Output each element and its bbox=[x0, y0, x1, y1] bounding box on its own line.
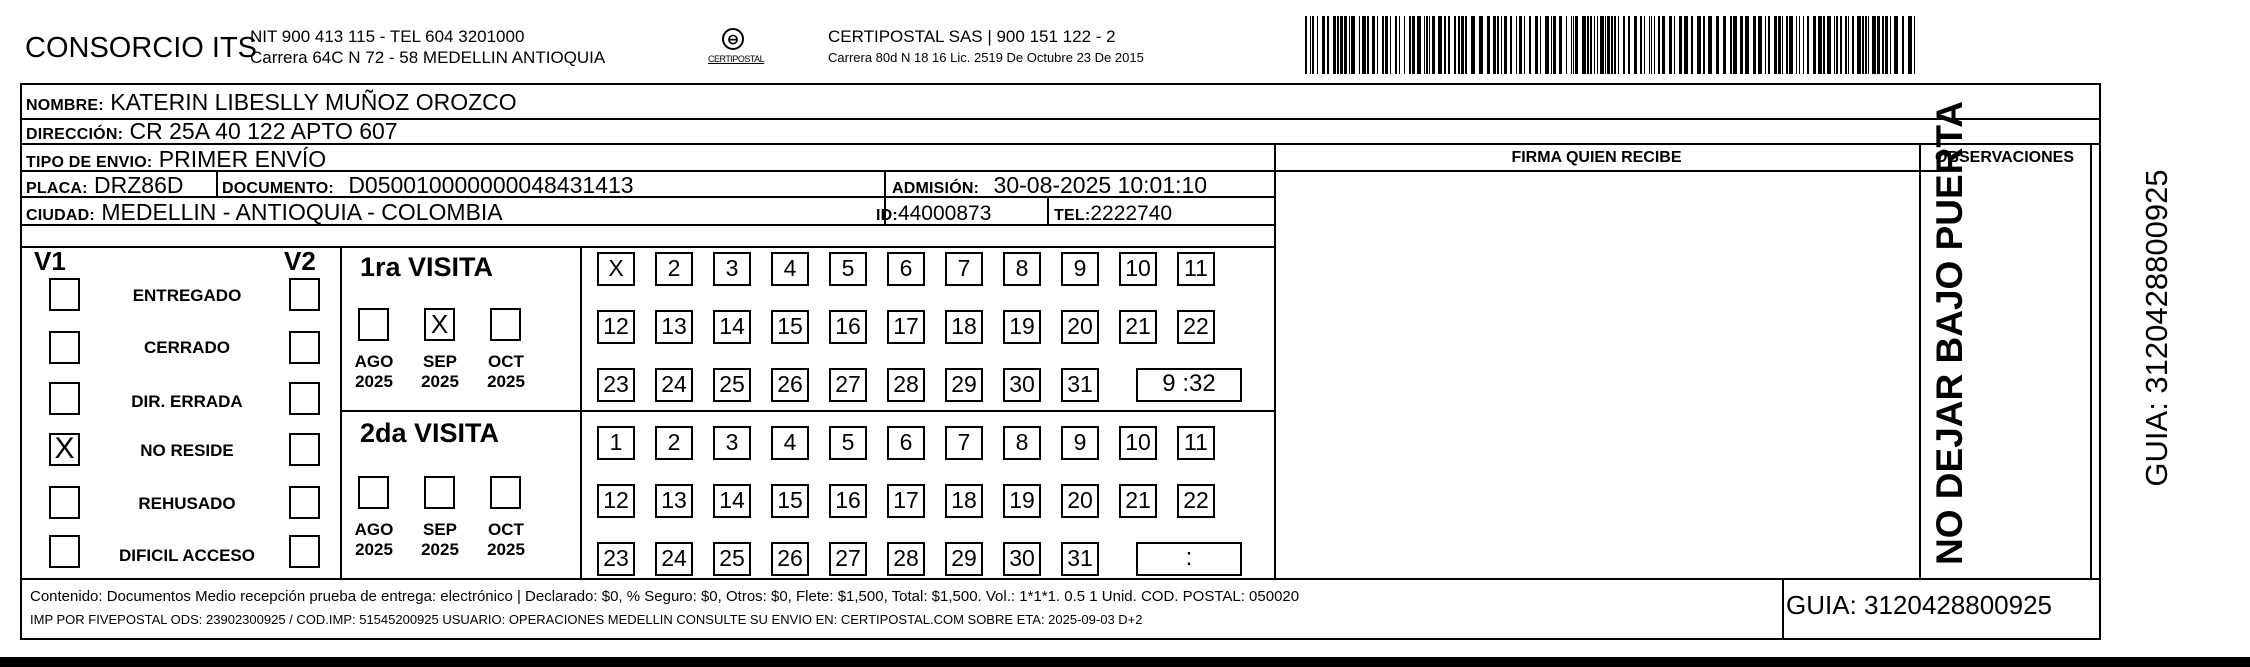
visit2-day-box[interactable]: 31 bbox=[1061, 542, 1099, 576]
certipostal-logo bbox=[708, 28, 765, 72]
visit1-day-box[interactable]: 26 bbox=[771, 368, 809, 402]
visit1-day-box[interactable]: 3 bbox=[713, 252, 751, 286]
barcode-bar bbox=[1827, 16, 1831, 74]
visit1-oct-label bbox=[478, 352, 534, 392]
visit1-day-box[interactable]: 30 bbox=[1003, 368, 1041, 402]
no-reside-v1-checkbox[interactable]: X bbox=[49, 433, 80, 466]
observaciones-header: OBSERVACIONES bbox=[1935, 149, 2074, 166]
barcode-bar bbox=[1703, 16, 1705, 74]
barcode-bar bbox=[1877, 16, 1880, 74]
barcode-bar bbox=[1587, 16, 1589, 74]
visit1-day-box[interactable]: X bbox=[597, 252, 635, 286]
barcode-bar bbox=[1658, 16, 1660, 74]
divider bbox=[340, 410, 1274, 412]
barcode-bar bbox=[1890, 16, 1891, 74]
barcode-bar bbox=[1758, 16, 1762, 74]
barcode-bar bbox=[1317, 16, 1318, 74]
barcode-bar bbox=[1799, 16, 1800, 74]
divider bbox=[340, 246, 342, 578]
barcode-bar bbox=[1504, 16, 1507, 74]
barcode-bar bbox=[1852, 16, 1854, 74]
visit2-day-box[interactable]: 27 bbox=[829, 542, 867, 576]
documento-value: D050010000000048431413 bbox=[348, 172, 634, 198]
dir-errada-v2-checkbox[interactable] bbox=[289, 382, 320, 415]
barcode-bar bbox=[1590, 16, 1592, 74]
barcode-bar bbox=[1818, 16, 1822, 74]
barcode-bar bbox=[1351, 16, 1355, 74]
barcode-bar bbox=[1708, 16, 1712, 74]
visit2-ago-box[interactable] bbox=[358, 476, 389, 509]
visit2-day-box[interactable]: 23 bbox=[597, 542, 635, 576]
month-name: AGO bbox=[354, 352, 394, 371]
divider bbox=[20, 246, 1274, 248]
barcode-bar bbox=[1372, 16, 1375, 74]
plate bbox=[26, 172, 184, 202]
month-name: OCT bbox=[488, 352, 524, 371]
id-label: ID: bbox=[876, 207, 898, 224]
barcode-bar bbox=[1575, 16, 1578, 74]
visit1-day-box[interactable]: 18 bbox=[945, 310, 983, 344]
visit1-time-box[interactable]: 9 :32 bbox=[1136, 368, 1242, 402]
barcode-bar bbox=[1597, 16, 1598, 74]
barcode-bar bbox=[1611, 16, 1613, 74]
company-address-line: Carrera 64C N 72 - 58 MEDELLIN ANTIOQUIA bbox=[250, 48, 606, 67]
barcode-bar bbox=[1409, 16, 1411, 74]
recipient-name bbox=[26, 89, 517, 119]
no-reside-v2-checkbox[interactable] bbox=[289, 433, 320, 466]
visit1-day-box[interactable]: 15 bbox=[771, 310, 809, 344]
barcode-bar bbox=[1395, 16, 1397, 74]
barcode-bar bbox=[1628, 16, 1630, 74]
barcode-bar bbox=[1417, 16, 1421, 74]
barcode bbox=[1305, 16, 1919, 74]
barcode-bar bbox=[1605, 16, 1606, 74]
barcode-bar bbox=[1789, 16, 1793, 74]
barcode-bar bbox=[1908, 16, 1912, 74]
placa-value: DRZ86D bbox=[94, 172, 184, 198]
rehusado-v2-checkbox[interactable] bbox=[289, 486, 320, 519]
barcode-bar bbox=[1573, 16, 1574, 74]
footer-guia-number: GUIA: 3120428800925 bbox=[1786, 590, 2052, 620]
barcode-bar bbox=[1432, 16, 1435, 74]
barcode-bar bbox=[1535, 16, 1538, 74]
visit2-day-box[interactable]: 25 bbox=[713, 542, 751, 576]
visit1-day-box[interactable]: 6 bbox=[887, 252, 925, 286]
visit2-day-box[interactable]: 1 bbox=[597, 426, 635, 460]
visit2-day-box[interactable]: 11 bbox=[1177, 426, 1215, 460]
visit2-day-box[interactable]: 8 bbox=[1003, 426, 1041, 460]
visit1-day-box[interactable]: 31 bbox=[1061, 368, 1099, 402]
barcode-bar bbox=[1367, 16, 1369, 74]
barcode-bar bbox=[1697, 16, 1701, 74]
barcode-bar bbox=[1438, 16, 1442, 74]
barcode-bar bbox=[1337, 16, 1339, 74]
visit2-day-box[interactable]: 20 bbox=[1061, 484, 1099, 518]
footer-contents-line: Contenido: Documentos Medio recepción prueba de entrega: electrónico | Declarado: $0, % Seguro: $0, Otros: $0, Flete: $1,500, Total: $1,500. Vol.: 1*1*1. 0.5 1 Unid. COD. POSTAL: 050020 bbox=[30, 588, 1300, 605]
placa-label: PLACA: bbox=[26, 180, 88, 197]
barcode-bar bbox=[1465, 16, 1467, 74]
barcode-bar bbox=[1516, 16, 1517, 74]
barcode-bar bbox=[1340, 16, 1343, 74]
barcode-bar bbox=[1618, 16, 1619, 74]
barcode-bar bbox=[1845, 16, 1847, 74]
barcode-bar bbox=[1649, 16, 1650, 74]
barcode-bar bbox=[1524, 16, 1525, 74]
barcode-bar bbox=[1497, 16, 1499, 74]
divider bbox=[2090, 143, 2092, 578]
barcode-bar bbox=[1782, 16, 1783, 74]
no-dejar-bajo-puerta-warning: NO DEJAR BAJO PUERTA bbox=[1929, 101, 1970, 565]
admision-value: 30-08-2025 10:01:10 bbox=[993, 172, 1208, 198]
month-name: SEP bbox=[422, 352, 458, 371]
barcode-bar bbox=[1803, 16, 1804, 74]
visit2-day-box[interactable]: 29 bbox=[945, 542, 983, 576]
visit1-day-box[interactable]: 27 bbox=[829, 368, 867, 402]
cerrado-v2-checkbox[interactable] bbox=[289, 331, 320, 364]
barcode-bar bbox=[1865, 16, 1867, 74]
v2-header: V2 bbox=[284, 246, 316, 276]
barcode-bar bbox=[1868, 16, 1869, 74]
barcode-bar bbox=[1634, 16, 1637, 74]
barcode-bar bbox=[1840, 16, 1842, 74]
visit1-sep-label bbox=[412, 352, 468, 392]
footer-print-line: IMP POR FIVEPOSTAL ODS: 23902300925 / COD.IMP: 51545200925 USUARIO: OPERACIONES MEDELLIN CONSULTE SU ENVIO EN: CERTIPOSTAL.COM SOBRE ETA: 2025-09-03 D+2 bbox=[30, 612, 1143, 627]
barcode-bar bbox=[1768, 16, 1770, 74]
barcode-bar bbox=[1385, 16, 1388, 74]
direccion-label: DIRECCIÓN: bbox=[26, 126, 124, 143]
cerrado-label: CERRADO bbox=[144, 338, 230, 357]
entregado-label: ENTREGADO bbox=[132, 286, 242, 305]
ciudad-label: CIUDAD: bbox=[26, 207, 95, 224]
month-year: 2025 bbox=[355, 540, 393, 559]
barcode-bar bbox=[1487, 16, 1490, 74]
firma-header: FIRMA QUIEN RECIBE bbox=[1511, 149, 1682, 166]
dir-errada-label: DIR. ERRADA bbox=[131, 392, 243, 411]
barcode-bar bbox=[1322, 16, 1325, 74]
dificil-acceso-v2-checkbox[interactable] bbox=[289, 535, 320, 568]
barcode-bar bbox=[1390, 16, 1391, 74]
barcode-bar bbox=[1382, 16, 1384, 74]
barcode-bar bbox=[1834, 16, 1835, 74]
barcode-bar bbox=[1444, 16, 1446, 74]
visit2-day-box[interactable]: 17 bbox=[887, 484, 925, 518]
barcode-bar bbox=[1691, 16, 1693, 74]
visit1-day-box[interactable]: 17 bbox=[887, 310, 925, 344]
dificil-acceso-v1-checkbox[interactable] bbox=[49, 535, 80, 568]
visit1-day-box[interactable]: 19 bbox=[1003, 310, 1041, 344]
visit1-day-box[interactable]: 20 bbox=[1061, 310, 1099, 344]
barcode-bar bbox=[1510, 16, 1512, 74]
visit1-ago-label bbox=[346, 352, 402, 392]
barcode-bar bbox=[1882, 16, 1884, 74]
nombre-value: KATERIN LIBESLLY MUÑOZ OROZCO bbox=[110, 89, 517, 115]
city bbox=[26, 199, 503, 229]
barcode-bar bbox=[1674, 16, 1675, 74]
visit2-ago-label bbox=[346, 520, 402, 560]
barcode-bar bbox=[1778, 16, 1781, 74]
barcode-bar bbox=[1823, 16, 1825, 74]
no-reside-label: NO RESIDE bbox=[140, 441, 234, 460]
visit2-oct-box[interactable] bbox=[490, 476, 521, 509]
visit2-day-box[interactable]: 9 bbox=[1061, 426, 1099, 460]
tipo-label: TIPO DE ENVIO: bbox=[26, 154, 153, 171]
barcode-bar bbox=[1774, 16, 1777, 74]
barcode-bar bbox=[1813, 16, 1816, 74]
barcode-bar bbox=[1684, 16, 1688, 74]
barcode-bar bbox=[1885, 16, 1888, 74]
barcode-bar bbox=[1529, 16, 1531, 74]
visit2-day-box[interactable]: 24 bbox=[655, 542, 693, 576]
month-year: 2025 bbox=[355, 372, 393, 391]
visit1-title: 1ra VISITA bbox=[360, 252, 494, 282]
visit2-day-box[interactable]: 26 bbox=[771, 542, 809, 576]
barcode-bar bbox=[1566, 16, 1567, 74]
visit1-day-box[interactable]: 28 bbox=[887, 368, 925, 402]
barcode-bar bbox=[1730, 16, 1732, 74]
tel-label: TEL: bbox=[1054, 207, 1091, 224]
entregado-v2-checkbox[interactable] bbox=[289, 278, 320, 311]
barcode-bar bbox=[1857, 16, 1861, 74]
barcode-bar bbox=[1651, 16, 1652, 74]
barcode-bar bbox=[1807, 16, 1809, 74]
barcode-bar bbox=[1848, 16, 1849, 74]
month-year: 2025 bbox=[421, 540, 459, 559]
visit1-day-box[interactable]: 25 bbox=[713, 368, 751, 402]
visit1-day-box[interactable]: 9 bbox=[1061, 252, 1099, 286]
visit2-day-box[interactable]: 16 bbox=[829, 484, 867, 518]
barcode-bar bbox=[1623, 16, 1625, 74]
visit2-day-box[interactable]: 6 bbox=[887, 426, 925, 460]
divider bbox=[20, 578, 2101, 580]
barcode-bar bbox=[1571, 16, 1572, 74]
visit2-oct-label bbox=[478, 520, 534, 560]
courier-info bbox=[828, 26, 1144, 68]
barcode-bar bbox=[1458, 16, 1460, 74]
barcode-bar bbox=[1902, 16, 1904, 74]
barcode-bar bbox=[1312, 16, 1314, 74]
visit2-day-box[interactable]: 14 bbox=[713, 484, 751, 518]
visit2-title: 2da VISITA bbox=[360, 418, 500, 448]
company-name: CONSORCIO ITS bbox=[25, 32, 258, 64]
visit2-day-box[interactable]: 15 bbox=[771, 484, 809, 518]
barcode-bar bbox=[1662, 16, 1665, 74]
barcode-bar bbox=[1553, 16, 1556, 74]
month-year: 2025 bbox=[487, 540, 525, 559]
barcode-bar bbox=[1872, 16, 1876, 74]
visit1-sep-box[interactable]: X bbox=[424, 308, 455, 341]
barcode-bar bbox=[1501, 16, 1502, 74]
barcode-bar bbox=[1559, 16, 1562, 74]
barcode-bar bbox=[1426, 16, 1428, 74]
cerrado-v1-checkbox[interactable] bbox=[49, 331, 80, 364]
barcode-bar bbox=[1479, 16, 1483, 74]
visit1-day-box[interactable]: 23 bbox=[597, 368, 635, 402]
visit1-day-box[interactable]: 12 bbox=[597, 310, 635, 344]
barcode-bar bbox=[1716, 16, 1719, 74]
visit1-day-box[interactable]: 7 bbox=[945, 252, 983, 286]
visit1-day-box[interactable]: 2 bbox=[655, 252, 693, 286]
visit2-day-box[interactable]: 21 bbox=[1119, 484, 1157, 518]
visit2-day-box[interactable]: 2 bbox=[655, 426, 693, 460]
company-info bbox=[250, 26, 605, 68]
barcode-bar bbox=[1894, 16, 1898, 74]
rehusado-label: REHUSADO bbox=[138, 494, 236, 513]
visit1-day-box[interactable]: 16 bbox=[829, 310, 867, 344]
admision-label: ADMISIÓN: bbox=[892, 180, 980, 197]
month-name: OCT bbox=[488, 520, 524, 539]
documento-label: DOCUMENTO: bbox=[222, 180, 334, 197]
month-year: 2025 bbox=[487, 372, 525, 391]
visit2-day-box[interactable]: 12 bbox=[597, 484, 635, 518]
barcode-bar bbox=[1327, 16, 1329, 74]
divider bbox=[580, 246, 582, 578]
visit1-day-box[interactable]: 22 bbox=[1177, 310, 1215, 344]
barcode-bar bbox=[1359, 16, 1360, 74]
dificil-acceso-label: DIFICIL ACCESO bbox=[118, 546, 255, 565]
visit2-day-box[interactable]: 28 bbox=[887, 542, 925, 576]
tel-value: 2222740 bbox=[1090, 202, 1173, 225]
document bbox=[222, 172, 634, 202]
company-nit-line: NIT 900 413 115 - TEL 604 3201000 bbox=[250, 27, 525, 46]
courier-license-line: Carrera 80d N 18 16 Lic. 2519 De Octubre 23 De 2015 bbox=[828, 50, 1144, 65]
month-year: 2025 bbox=[421, 372, 459, 391]
v1-header: V1 bbox=[34, 246, 66, 276]
barcode-bar bbox=[1594, 16, 1595, 74]
visit2-day-box[interactable]: 10 bbox=[1119, 426, 1157, 460]
barcode-bar bbox=[1600, 16, 1604, 74]
barcode-bar bbox=[1740, 16, 1743, 74]
direccion-value: CR 25A 40 122 APTO 607 bbox=[129, 118, 398, 144]
visit1-day-box[interactable]: 24 bbox=[655, 368, 693, 402]
tel-field bbox=[1054, 199, 1172, 229]
barcode-bar bbox=[1753, 16, 1756, 74]
barcode-bar bbox=[1399, 16, 1400, 74]
dir-errada-v1-checkbox[interactable] bbox=[49, 382, 80, 415]
barcode-bar bbox=[1582, 16, 1586, 74]
barcode-bar bbox=[1362, 16, 1366, 74]
visit2-day-box[interactable]: 13 bbox=[655, 484, 693, 518]
entregado-v1-checkbox[interactable] bbox=[49, 278, 80, 311]
barcode-bar bbox=[1540, 16, 1541, 74]
id-value: 44000873 bbox=[897, 202, 992, 225]
barcode-bar bbox=[1545, 16, 1549, 74]
barcode-bar bbox=[1471, 16, 1475, 74]
month-name: AGO bbox=[354, 520, 394, 539]
divider bbox=[1919, 143, 1921, 578]
rehusado-v1-checkbox[interactable] bbox=[49, 486, 80, 519]
barcode-bar bbox=[1424, 16, 1425, 74]
visit1-ago-box[interactable] bbox=[358, 308, 389, 341]
admission bbox=[892, 172, 1207, 202]
barcode-bar bbox=[1765, 16, 1766, 74]
visit2-day-box[interactable]: 5 bbox=[829, 426, 867, 460]
barcode-bar bbox=[1614, 16, 1616, 74]
barcode-bar bbox=[1349, 16, 1350, 74]
barcode-bar bbox=[1448, 16, 1450, 74]
visit1-day-box[interactable]: 21 bbox=[1119, 310, 1157, 344]
barcode-bar bbox=[1836, 16, 1838, 74]
barcode-bar bbox=[1493, 16, 1496, 74]
visit1-day-box[interactable]: 4 bbox=[771, 252, 809, 286]
barcode-bar bbox=[1914, 16, 1915, 74]
side-guia-number: GUIA: 3120428800925 bbox=[2139, 169, 2174, 487]
bottom-edge-bar bbox=[0, 657, 2250, 667]
visit2-time-box[interactable]: : bbox=[1136, 542, 1242, 576]
divider bbox=[1274, 143, 1276, 578]
barcode-bar bbox=[1519, 16, 1522, 74]
barcode-bar bbox=[1377, 16, 1378, 74]
barcode-bar bbox=[1333, 16, 1336, 74]
barcode-bar bbox=[1796, 16, 1797, 74]
tipo-value: PRIMER ENVÍO bbox=[158, 146, 327, 172]
barcode-bar bbox=[1723, 16, 1726, 74]
month-name: SEP bbox=[422, 520, 458, 539]
visit1-day-box[interactable]: 13 bbox=[655, 310, 693, 344]
logo-mark-icon: ⊖ bbox=[722, 28, 744, 50]
visit2-day-box[interactable]: 30 bbox=[1003, 542, 1041, 576]
barcode-bar bbox=[1607, 16, 1610, 74]
logo-text: CERTIPOSTAL bbox=[708, 54, 765, 64]
barcode-bar bbox=[1412, 16, 1415, 74]
recipient-address bbox=[26, 118, 398, 148]
visit2-sep-label bbox=[412, 520, 468, 560]
visit1-day-box[interactable]: 14 bbox=[713, 310, 751, 344]
nombre-label: NOMBRE: bbox=[26, 97, 104, 114]
visit2-sep-box[interactable] bbox=[424, 476, 455, 509]
barcode-bar bbox=[1551, 16, 1552, 74]
ciudad-value: MEDELLIN - ANTIOQUIA - COLOMBIA bbox=[101, 199, 503, 225]
visit2-day-box[interactable]: 22 bbox=[1177, 484, 1215, 518]
courier-nit-line: CERTIPOSTAL SAS | 900 151 122 - 2 bbox=[828, 27, 1116, 46]
visit2-day-box[interactable]: 4 bbox=[771, 426, 809, 460]
barcode-bar bbox=[1461, 16, 1464, 74]
visit1-day-box[interactable]: 8 bbox=[1003, 252, 1041, 286]
barcode-bar bbox=[1305, 16, 1307, 74]
barcode-bar bbox=[1404, 16, 1405, 74]
barcode-bar bbox=[1644, 16, 1645, 74]
barcode-bar bbox=[1429, 16, 1430, 74]
barcode-bar bbox=[1669, 16, 1672, 74]
barcode-bar bbox=[1454, 16, 1456, 74]
barcode-bar bbox=[1640, 16, 1642, 74]
barcode-bar bbox=[1745, 16, 1749, 74]
visit2-day-box[interactable]: 19 bbox=[1003, 484, 1041, 518]
visit2-day-box[interactable]: 3 bbox=[713, 426, 751, 460]
visit1-day-box[interactable]: 5 bbox=[829, 252, 867, 286]
visit2-day-box[interactable]: 7 bbox=[945, 426, 983, 460]
visit1-oct-box[interactable] bbox=[490, 308, 521, 341]
divider bbox=[1782, 578, 1784, 640]
id-field bbox=[876, 199, 991, 229]
barcode-bar bbox=[1679, 16, 1682, 74]
barcode-bar bbox=[1786, 16, 1788, 74]
barcode-bar bbox=[1344, 16, 1347, 74]
visit2-day-box[interactable]: 18 bbox=[945, 484, 983, 518]
barcode-bar bbox=[1733, 16, 1737, 74]
visit1-day-box[interactable]: 11 bbox=[1177, 252, 1215, 286]
barcode-bar bbox=[1654, 16, 1655, 74]
visit1-day-box[interactable]: 10 bbox=[1119, 252, 1157, 286]
barcode-bar bbox=[1310, 16, 1311, 74]
barcode-bar bbox=[1862, 16, 1864, 74]
visit1-day-box[interactable]: 29 bbox=[945, 368, 983, 402]
